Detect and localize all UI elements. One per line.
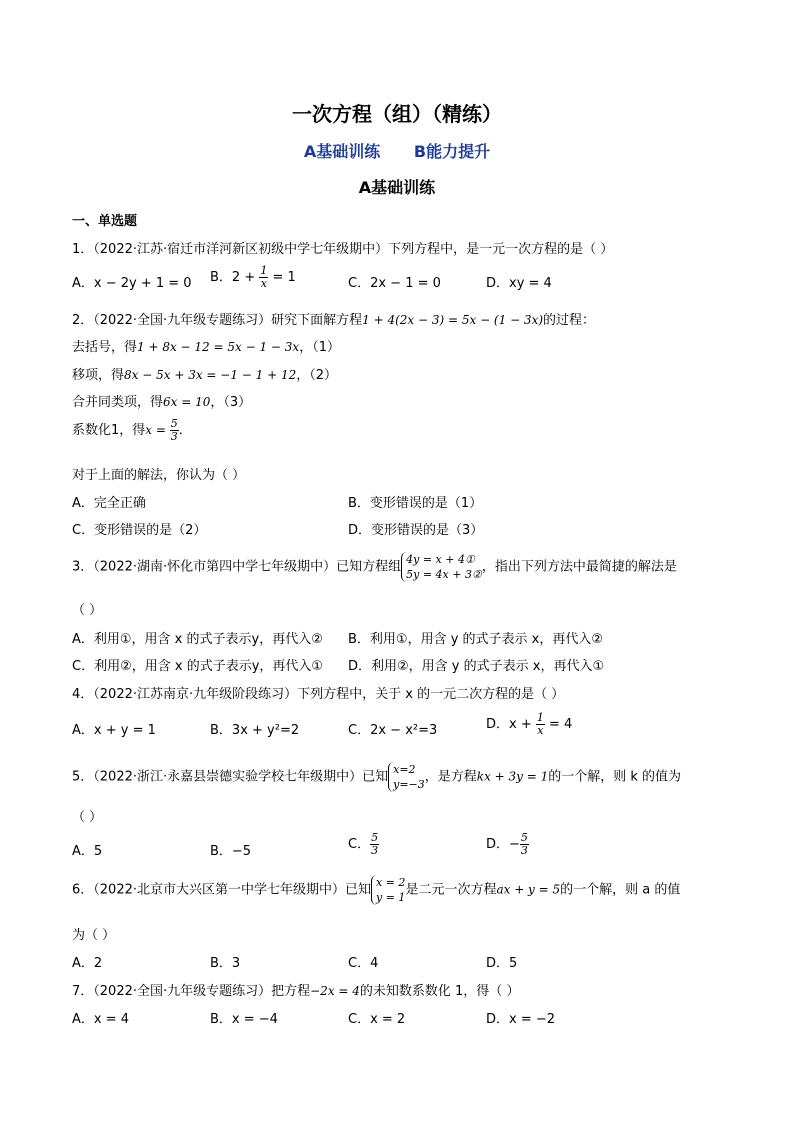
q3-system — [401, 552, 482, 582]
q6-option-b: B．3 — [210, 956, 241, 971]
q1-stem: 1．（2022·江苏·宿迁市洋河新区初级中学七年级期中）下列方程中，是一元一次方程的是（ ） — [72, 242, 614, 257]
q2-step2-pre: 移项，得 — [72, 368, 125, 383]
part-heading: 一、单选题 — [72, 214, 138, 229]
q5-eq1: x=2 — [393, 763, 416, 776]
q2-step1 — [72, 336, 340, 355]
q2-step2 — [72, 364, 337, 383]
q5-d-fraction — [520, 832, 529, 857]
q2-step3-post: ，（3） — [210, 395, 252, 410]
q5-stem-eq: kx + 3y = 1 — [476, 769, 549, 784]
q4-option-d — [486, 712, 572, 737]
q5-eq2: y=−3 — [393, 778, 425, 791]
q1-option-d: D．xy = 4 — [486, 276, 552, 291]
q5-system — [388, 762, 425, 792]
q3-option-d: D．利用②，用含 y 的式子表示 x，再代入① — [348, 659, 605, 674]
q5-d-pre: D．− — [486, 837, 520, 852]
q5-stem-pre: 5．（2022·浙江·永嘉县崇德实验学校七年级期中）已知 — [72, 769, 389, 785]
q4-option-c: C．2x − x²=3 — [348, 723, 438, 738]
q7-stem-pre: 7．（2022·全国·九年级专题练习）把方程 — [72, 984, 311, 999]
q5-d-den: 3 — [520, 844, 528, 857]
q6-stem-mid: 是二元一次方程 — [405, 882, 497, 898]
q4-stem: 4．（2022·江苏南京·九年级阶段练习）下列方程中，关于 x 的一元二次方程的是（ ） — [72, 687, 565, 702]
doc-title: 一次方程（组）（精练） — [292, 102, 502, 126]
q5-d-num: 5 — [520, 831, 528, 844]
q2-option-c: C．变形错误的是（2） — [72, 523, 207, 538]
q5-c-pre: C． — [348, 837, 371, 852]
q6-option-d: D．5 — [486, 956, 518, 971]
q2-stem-pre: 2．（2022·全国·九年级专题练习）研究下面解方程 — [72, 313, 363, 328]
q5-option-b: B．−5 — [210, 844, 252, 859]
section-heading: A基础训练 — [358, 178, 436, 197]
q4-option-a: A．x + y = 1 — [72, 723, 156, 738]
q3-eq2: 5y = 4x + 3② — [406, 568, 482, 581]
q1-b-fraction — [259, 265, 268, 290]
q2-step4-num: 5 — [170, 417, 178, 430]
q2-stem-post: 的过程： — [543, 313, 596, 328]
q2-ask: 对于上面的解法，你认为（ ） — [72, 468, 246, 483]
q6-option-a: A．2 — [72, 956, 103, 971]
q2-step3-pre: 合并同类项，得 — [72, 395, 164, 410]
doc-subtitle — [0, 139, 794, 162]
q3-option-a: A．利用①，用含 x 的式子表示y，再代入② — [72, 632, 323, 647]
q1-b-post: = 1 — [268, 270, 296, 285]
q2-step4-pre: 系数化1，得 — [72, 423, 146, 438]
q6-system — [371, 875, 405, 905]
q2-step2-post: ，（2） — [296, 368, 338, 383]
q1-b-num: 1 — [260, 264, 268, 277]
q7-stem-eq: −2x = 4 — [310, 984, 360, 998]
q3-stem — [72, 552, 677, 582]
q2-option-b: B．变形错误的是（1） — [348, 496, 483, 511]
q5-c-num: 5 — [371, 831, 379, 844]
q3-eq1: 4y = x + 4① — [406, 553, 475, 566]
q2-step3-eq: 6x = 10 — [163, 395, 211, 409]
q4-d-post: = 4 — [544, 717, 573, 732]
q5-option-d — [486, 832, 529, 857]
q6-eq2: y = 1 — [376, 891, 406, 904]
q1-option-a: A．x − 2y + 1 = 0 — [72, 276, 192, 291]
q2-step2-eq: 8x − 5x + 3x = −1 − 1 + 12 — [124, 368, 297, 382]
q5-stem — [72, 762, 681, 792]
q2-stem — [72, 309, 595, 328]
q4-d-num: 1 — [536, 711, 544, 724]
q2-step4-x: x = — [145, 423, 170, 437]
q2-step4-fraction — [170, 418, 179, 443]
q5-option-c — [348, 832, 379, 857]
subtitle-link-a[interactable]: A基础训练 — [303, 142, 381, 161]
q4-d-fraction — [536, 712, 545, 737]
q5-c-fraction — [370, 832, 379, 857]
q7-option-b: B．x = −4 — [210, 1012, 278, 1027]
q6-cont: 为（ ） — [72, 928, 116, 943]
q6-stem — [72, 875, 680, 905]
q1-option-b — [210, 265, 296, 290]
q4-d-pre: D．x + — [486, 717, 536, 732]
q5-stem-mid: ，是方程 — [424, 769, 477, 785]
q7-stem — [72, 980, 519, 999]
q2-step1-eq: 1 + 8x − 12 = 5x − 1 − 3x — [137, 340, 300, 354]
q6-stem-eq: ax + y = 5 — [496, 882, 561, 897]
subtitle-link-b[interactable]: B能力提升 — [413, 142, 491, 161]
q3-option-b: B．利用①，用含 y 的式子表示 x，再代入② — [348, 632, 604, 647]
q2-option-a: A．完全正确 — [72, 496, 146, 511]
q6-option-c: C．4 — [348, 956, 379, 971]
q2-option-d: D．变形错误的是（3） — [348, 523, 484, 538]
q6-stem-post: 的一个解，则 a 的值 — [560, 882, 681, 898]
q1-option-c: C．2x − 1 = 0 — [348, 276, 441, 291]
q1-b-pre: B．2 + — [210, 270, 260, 285]
q7-option-a: A．x = 4 — [72, 1012, 130, 1027]
q7-option-d: D．x = −2 — [486, 1012, 556, 1027]
q5-paren: （ ） — [72, 810, 103, 825]
q7-option-c: C．x = 2 — [348, 1012, 406, 1027]
q2-step4 — [72, 418, 192, 443]
q2-step4-den: 3 — [170, 430, 178, 443]
q1-b-den: x — [260, 277, 267, 290]
q6-stem-pre: 6．（2022·北京市大兴区第一中学七年级期中）已知 — [72, 882, 371, 898]
q4-d-den: x — [537, 724, 544, 737]
q2-step1-post: ，（1） — [299, 340, 340, 355]
q7-stem-post: 的未知数系数化 1，得（ ） — [359, 984, 520, 999]
q5-c-den: 3 — [371, 844, 379, 857]
q3-stem-pre: 3．（2022·湖南·怀化市第四中学七年级期中）已知方程组 — [72, 559, 402, 575]
q2-step4-post: ． — [178, 423, 192, 438]
q3-paren: （ ） — [72, 603, 103, 618]
q3-stem-post: ，指出下列方法中最简捷的解法是 — [481, 559, 677, 575]
q5-stem-post: 的一个解，则 k 的值为 — [548, 769, 682, 785]
q6-eq1: x = 2 — [376, 876, 406, 889]
q3-option-c: C．利用②，用含 x 的式子表示y，再代入① — [72, 659, 324, 674]
q2-step1-pre: 去括号，得 — [72, 340, 138, 355]
q2-stem-eq: 1 + 4(2x − 3) = 5x − (1 − 3x) — [362, 313, 544, 327]
q5-option-a: A．5 — [72, 844, 103, 859]
q4-option-b: B．3x + y²=2 — [210, 723, 300, 738]
q2-step3 — [72, 391, 251, 410]
